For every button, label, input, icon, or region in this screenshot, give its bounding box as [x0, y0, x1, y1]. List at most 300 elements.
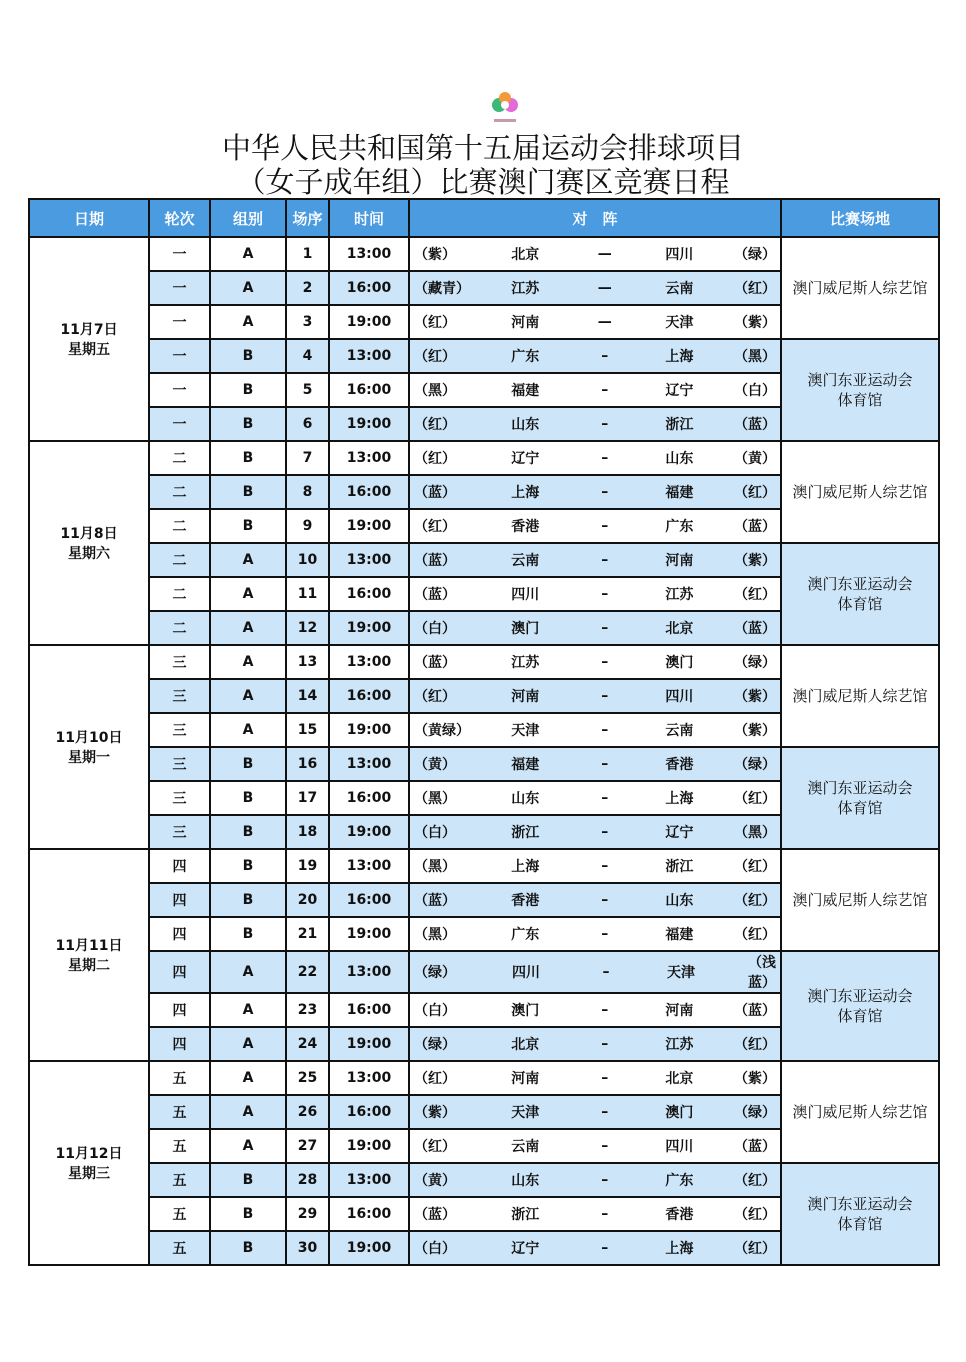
venue-cell: 澳门威尼斯人综艺馆 [781, 1061, 939, 1163]
home-team: 广东 [511, 349, 540, 365]
away-team: 江苏 [665, 1037, 694, 1053]
away-team: 天津 [667, 965, 695, 981]
header-match: 对 阵 [409, 199, 781, 237]
time-cell: 13:00 [329, 1163, 409, 1197]
seq-cell: 9 [286, 509, 329, 543]
table-row [29, 339, 939, 373]
group-cell: B [210, 1197, 286, 1231]
away-team: 天津 [665, 315, 694, 331]
date-cell [29, 645, 149, 849]
versus-dash: – [601, 756, 609, 772]
seq-cell: 24 [286, 1027, 329, 1061]
match-cell [409, 917, 781, 951]
away-color: （红） [733, 1207, 776, 1223]
home-team: 澳门 [511, 1003, 540, 1019]
time-cell: 19:00 [329, 407, 409, 441]
match-cell [409, 1095, 781, 1129]
round-cell: 四 [149, 883, 210, 917]
venue-cell [781, 747, 939, 849]
time-cell: 19:00 [329, 611, 409, 645]
away-team: 云南 [665, 281, 694, 297]
home-team: 辽宁 [511, 1241, 540, 1257]
home-team: 云南 [511, 553, 540, 569]
versus-dash: — [597, 314, 612, 330]
home-team: 澳门 [511, 621, 540, 637]
round-cell: 一 [149, 305, 210, 339]
match-cell [409, 407, 781, 441]
seq-cell: 11 [286, 577, 329, 611]
away-team: 云南 [665, 723, 694, 739]
away-color: （紫） [733, 1071, 776, 1087]
round-cell: 五 [149, 1095, 210, 1129]
header-round: 轮次 [149, 199, 210, 237]
away-team: 辽宁 [665, 825, 694, 841]
versus-dash: – [601, 1172, 609, 1188]
group-cell: A [210, 271, 286, 305]
versus-dash: – [601, 858, 609, 874]
away-team: 澳门 [665, 655, 694, 671]
home-team: 浙江 [511, 1207, 540, 1223]
away-color: （黄） [733, 451, 776, 467]
group-cell: B [210, 441, 286, 475]
weekday: 星期六 [68, 546, 110, 562]
group-cell: B [210, 475, 286, 509]
venue-cell [781, 543, 939, 645]
versus-dash: – [601, 892, 609, 908]
date: 11月11日 [55, 938, 123, 954]
round-cell: 二 [149, 577, 210, 611]
away-color: （绿） [733, 1105, 776, 1121]
seq-cell: 18 [286, 815, 329, 849]
venue-line-2: 体育馆 [837, 1215, 883, 1233]
away-team: 福建 [665, 927, 694, 943]
home-color: （红） [414, 315, 456, 331]
home-team: 四川 [512, 965, 540, 981]
home-color: （黄） [414, 757, 456, 773]
seq-cell: 2 [286, 271, 329, 305]
away-color: （绿） [733, 247, 776, 263]
home-color: （黑） [414, 927, 456, 943]
title-line-2: （女子成年组）比赛澳门赛区竞赛日程 [236, 165, 730, 199]
home-color: （藏青） [414, 281, 470, 297]
away-team: 北京 [665, 1071, 694, 1087]
seq-cell: 12 [286, 611, 329, 645]
match-cell [409, 1061, 781, 1095]
weekday: 星期一 [68, 750, 110, 766]
away-team: 江苏 [665, 587, 694, 603]
table-row [29, 237, 939, 271]
away-color: （绿） [733, 757, 776, 773]
group-cell: B [210, 883, 286, 917]
match-cell [409, 475, 781, 509]
table-row [29, 849, 939, 883]
seq-cell: 10 [286, 543, 329, 577]
seq-cell: 27 [286, 1129, 329, 1163]
time-cell: 13:00 [329, 237, 409, 271]
round-cell: 一 [149, 271, 210, 305]
round-cell: 二 [149, 441, 210, 475]
games-logo-icon [488, 90, 522, 126]
match-cell [409, 993, 781, 1027]
time-cell: 16:00 [329, 679, 409, 713]
round-cell: 四 [149, 993, 210, 1027]
header-group: 组别 [210, 199, 286, 237]
seq-cell: 19 [286, 849, 329, 883]
home-color: （绿） [414, 965, 456, 981]
time-cell: 16:00 [329, 373, 409, 407]
round-cell: 二 [149, 611, 210, 645]
time-cell: 16:00 [329, 883, 409, 917]
venue-cell: 澳门威尼斯人综艺馆 [781, 237, 939, 339]
seq-cell: 23 [286, 993, 329, 1027]
venue-cell: 澳门威尼斯人综艺馆 [781, 849, 939, 951]
home-team: 香港 [511, 519, 540, 535]
away-team: 四川 [665, 689, 694, 705]
time-cell: 13:00 [329, 849, 409, 883]
group-cell: A [210, 713, 286, 747]
venue-line-2: 体育馆 [837, 391, 883, 409]
versus-dash: – [601, 1138, 609, 1154]
versus-dash: – [601, 1002, 609, 1018]
away-team: 河南 [665, 1003, 694, 1019]
seq-cell: 26 [286, 1095, 329, 1129]
versus-dash: – [601, 1206, 609, 1222]
versus-dash: – [601, 790, 609, 806]
time-cell: 13:00 [329, 441, 409, 475]
round-cell: 三 [149, 679, 210, 713]
versus-dash: – [601, 722, 609, 738]
match-cell [409, 1163, 781, 1197]
table-row [29, 645, 939, 679]
home-team: 浙江 [511, 825, 540, 841]
group-cell: B [210, 339, 286, 373]
home-team: 广东 [511, 927, 540, 943]
home-color: （红） [414, 689, 456, 705]
round-cell: 三 [149, 747, 210, 781]
time-cell: 19:00 [329, 1231, 409, 1265]
seq-cell: 14 [286, 679, 329, 713]
group-cell: A [210, 951, 286, 993]
time-cell: 16:00 [329, 1197, 409, 1231]
schedule-table [28, 198, 940, 1266]
home-color: （黄） [414, 1173, 456, 1189]
group-cell: B [210, 509, 286, 543]
table-row [29, 543, 939, 577]
versus-dash: – [601, 688, 609, 704]
away-team: 香港 [665, 757, 694, 773]
away-color: （白） [733, 383, 776, 399]
time-cell: 13:00 [329, 951, 409, 993]
table-row [29, 441, 939, 475]
match-cell [409, 271, 781, 305]
away-color: （绿） [733, 655, 776, 671]
date-cell [29, 849, 149, 1061]
away-color: （黑） [733, 349, 776, 365]
versus-dash: – [601, 1240, 609, 1256]
venue-cell [781, 339, 939, 441]
versus-dash: – [601, 484, 609, 500]
header-row [29, 199, 939, 237]
home-color: （白） [414, 1241, 456, 1257]
table-row [29, 1061, 939, 1095]
group-cell: B [210, 407, 286, 441]
match-cell [409, 1027, 781, 1061]
seq-cell: 7 [286, 441, 329, 475]
match-cell [409, 713, 781, 747]
versus-dash: – [601, 382, 609, 398]
match-cell [409, 951, 781, 993]
versus-dash: – [601, 348, 609, 364]
group-cell: B [210, 849, 286, 883]
away-color: （红） [733, 485, 776, 501]
match-cell [409, 1129, 781, 1163]
match-cell [409, 509, 781, 543]
time-cell: 19:00 [329, 509, 409, 543]
match-cell [409, 849, 781, 883]
weekday: 星期三 [68, 1166, 110, 1182]
home-team: 上海 [511, 485, 540, 501]
time-cell: 19:00 [329, 305, 409, 339]
home-color: （紫） [414, 1105, 456, 1121]
home-color: （蓝） [414, 553, 456, 569]
home-color: （蓝） [414, 655, 456, 671]
venue-line-1: 澳门东亚运动会 [807, 1195, 913, 1213]
versus-dash: – [601, 620, 609, 636]
group-cell: B [210, 917, 286, 951]
group-cell: A [210, 577, 286, 611]
home-team: 辽宁 [511, 451, 540, 467]
round-cell: 三 [149, 645, 210, 679]
away-team: 上海 [665, 1241, 694, 1257]
header-date: 日期 [29, 199, 149, 237]
venue-cell [781, 951, 939, 1061]
away-color: （红） [733, 1241, 776, 1257]
versus-dash: – [601, 824, 609, 840]
versus-dash: – [601, 416, 609, 432]
home-color: （黄绿） [414, 723, 470, 739]
away-color: （红） [733, 1037, 776, 1053]
group-cell: B [210, 373, 286, 407]
date: 11月8日 [60, 526, 118, 542]
time-cell: 13:00 [329, 543, 409, 577]
seq-cell: 6 [286, 407, 329, 441]
time-cell: 13:00 [329, 339, 409, 373]
time-cell: 19:00 [329, 815, 409, 849]
versus-dash: — [597, 246, 612, 262]
weekday: 星期二 [68, 958, 110, 974]
away-team: 山东 [665, 893, 694, 909]
group-cell: A [210, 543, 286, 577]
seq-cell: 25 [286, 1061, 329, 1095]
home-color: （白） [414, 1003, 456, 1019]
table-row [29, 1163, 939, 1197]
round-cell: 一 [149, 237, 210, 271]
header-venue: 比赛场地 [781, 199, 939, 237]
round-cell: 三 [149, 713, 210, 747]
seq-cell: 15 [286, 713, 329, 747]
home-team: 山东 [511, 791, 540, 807]
date-cell [29, 441, 149, 645]
away-color: （蓝） [733, 417, 776, 433]
seq-cell: 16 [286, 747, 329, 781]
versus-dash: – [601, 1104, 609, 1120]
home-color: （黑） [414, 383, 456, 399]
versus-dash: – [601, 518, 609, 534]
round-cell: 五 [149, 1163, 210, 1197]
table-row [29, 747, 939, 781]
home-color: （黑） [414, 791, 456, 807]
group-cell: A [210, 305, 286, 339]
venue-cell: 澳门威尼斯人综艺馆 [781, 441, 939, 543]
venue-line-1: 澳门东亚运动会 [807, 987, 913, 1005]
home-team: 福建 [511, 383, 540, 399]
home-color: （白） [414, 825, 456, 841]
away-team: 河南 [665, 553, 694, 569]
home-team: 香港 [511, 893, 540, 909]
round-cell: 一 [149, 373, 210, 407]
away-team: 山东 [665, 451, 694, 467]
home-team: 四川 [511, 587, 540, 603]
away-color: （红） [733, 893, 776, 909]
seq-cell: 28 [286, 1163, 329, 1197]
time-cell: 13:00 [329, 645, 409, 679]
time-cell: 16:00 [329, 993, 409, 1027]
time-cell: 16:00 [329, 1095, 409, 1129]
home-color: （蓝） [414, 1207, 456, 1223]
title-line-1: 中华人民共和国第十五届运动会排球项目 [221, 131, 744, 165]
away-color: （红） [733, 927, 776, 943]
versus-dash: – [601, 586, 609, 602]
away-color: （浅蓝） [748, 955, 776, 991]
round-cell: 五 [149, 1061, 210, 1095]
away-color: （黑） [733, 825, 776, 841]
away-color: （红） [733, 791, 776, 807]
match-cell [409, 611, 781, 645]
venue-line-2: 体育馆 [837, 799, 883, 817]
seq-cell: 21 [286, 917, 329, 951]
match-cell [409, 373, 781, 407]
round-cell: 五 [149, 1129, 210, 1163]
weekday: 星期五 [68, 342, 110, 358]
round-cell: 二 [149, 475, 210, 509]
home-color: （绿） [414, 1037, 456, 1053]
home-team: 河南 [511, 315, 540, 331]
group-cell: A [210, 645, 286, 679]
match-cell [409, 441, 781, 475]
round-cell: 二 [149, 509, 210, 543]
group-cell: A [210, 1129, 286, 1163]
away-team: 四川 [665, 1139, 694, 1155]
time-cell: 16:00 [329, 577, 409, 611]
home-color: （紫） [414, 247, 456, 263]
match-cell [409, 305, 781, 339]
home-color: （红） [414, 417, 456, 433]
away-team: 上海 [665, 349, 694, 365]
seq-cell: 22 [286, 951, 329, 993]
away-team: 四川 [665, 247, 694, 263]
versus-dash: – [601, 1070, 609, 1086]
home-color: （红） [414, 349, 456, 365]
home-team: 河南 [511, 689, 540, 705]
group-cell: B [210, 747, 286, 781]
home-team: 云南 [511, 1139, 540, 1155]
venue-cell: 澳门威尼斯人综艺馆 [781, 645, 939, 747]
venue-line-2: 体育馆 [837, 1007, 883, 1025]
seq-cell: 8 [286, 475, 329, 509]
home-color: （黑） [414, 859, 456, 875]
home-color: （蓝） [414, 587, 456, 603]
match-cell [409, 1231, 781, 1265]
match-cell [409, 237, 781, 271]
home-team: 北京 [511, 247, 540, 263]
match-cell [409, 1197, 781, 1231]
away-color: （紫） [733, 689, 776, 705]
away-color: （紫） [733, 315, 776, 331]
venue-line-1: 澳门东亚运动会 [807, 575, 913, 593]
home-team: 河南 [511, 1071, 540, 1087]
time-cell: 16:00 [329, 475, 409, 509]
header-seq: 场序 [286, 199, 329, 237]
away-team: 广东 [665, 1173, 694, 1189]
time-cell: 19:00 [329, 917, 409, 951]
versus-dash: – [601, 1036, 609, 1052]
away-color: （红） [733, 1173, 776, 1189]
away-team: 上海 [665, 791, 694, 807]
away-color: （蓝） [733, 1139, 776, 1155]
home-team: 江苏 [511, 281, 540, 297]
away-color: （紫） [733, 553, 776, 569]
home-team: 天津 [511, 723, 540, 739]
away-color: （红） [733, 859, 776, 875]
away-team: 辽宁 [665, 383, 694, 399]
group-cell: A [210, 679, 286, 713]
versus-dash: – [601, 450, 609, 466]
header-time: 时间 [329, 199, 409, 237]
date: 11月10日 [55, 730, 123, 746]
group-cell: A [210, 611, 286, 645]
away-color: （红） [733, 587, 776, 603]
home-team: 福建 [511, 757, 540, 773]
home-color: （红） [414, 1071, 456, 1087]
group-cell: A [210, 1095, 286, 1129]
versus-dash: – [602, 964, 610, 980]
time-cell: 19:00 [329, 1129, 409, 1163]
match-cell [409, 781, 781, 815]
round-cell: 四 [149, 849, 210, 883]
away-team: 香港 [665, 1207, 694, 1223]
venue-line-1: 澳门东亚运动会 [807, 779, 913, 797]
seq-cell: 3 [286, 305, 329, 339]
time-cell: 16:00 [329, 781, 409, 815]
away-team: 浙江 [665, 417, 694, 433]
home-team: 北京 [511, 1037, 540, 1053]
away-color: （蓝） [733, 1003, 776, 1019]
date: 11月12日 [55, 1146, 123, 1162]
home-color: （红） [414, 451, 456, 467]
round-cell: 一 [149, 407, 210, 441]
round-cell: 三 [149, 815, 210, 849]
venue-line-1: 澳门东亚运动会 [807, 371, 913, 389]
home-color: （蓝） [414, 893, 456, 909]
match-cell [409, 815, 781, 849]
seq-cell: 5 [286, 373, 329, 407]
date-cell [29, 1061, 149, 1265]
seq-cell: 20 [286, 883, 329, 917]
away-team: 广东 [665, 519, 694, 535]
time-cell: 13:00 [329, 1061, 409, 1095]
versus-dash: — [597, 280, 612, 296]
venue-cell [781, 1163, 939, 1265]
